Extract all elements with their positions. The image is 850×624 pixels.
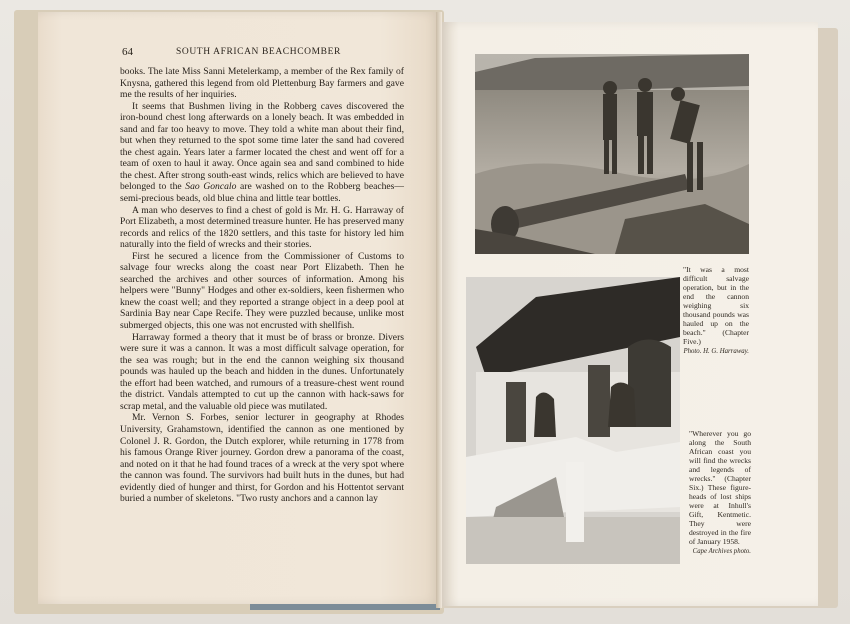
figureheads-house-photo [466, 277, 680, 564]
ship-name: Sao Goncalo [185, 181, 237, 193]
paragraph: books. The late Miss Sanni Metelerkamp, a member of the Rex family of Knysna, gathered this legend from old Plettenburg Bay farmers and gave me the results of her inquiries. [120, 66, 404, 101]
photo-credit: Photo. H. G. Harraway. [683, 348, 749, 355]
running-head: SOUTH AFRICAN BEACHCOMBER [176, 47, 341, 57]
cannon-beach-photo [475, 54, 749, 254]
page-number: 64 [122, 46, 133, 58]
paragraph: It seems that Bushmen living in the Robberg caves discovered the iron-bound chest long afterwards on a lonely beach. It was embedded in sand and far too heavy to move. They told a white man about their find, but when they returned to the spot some time later the sand had covered the chest again. Years later a farmer located the chest and went off for a team of oxen to haul it away. Once again sea and sand combined to hide the chest. After strong south-east winds, relics which are believed to have belonged to the Sao Goncalo are washed on to the Robberg beaches—semi-precious beads, old blue china and little tear bottles. [120, 100, 404, 205]
book-gutter [436, 12, 442, 608]
paragraph: Harraway formed a theory that it must be of brass or bronze. Divers were sure it was a cannon. It was a most difficult salvage operation, for the sea was rough; but in the end the cannon weighing six thousand pounds was hauled up the beach and hidden in the dunes. Unfortunately the effort had been watched, and rumours of a treasure-chest went round the district. Vandals attempted to cut up the cannon with hack-saws for scrap metal, and the valuable old piece was mutilated. [120, 331, 404, 412]
paragraph: First he secured a licence from the Commissioner of Customs to salvage four wrecks along the coast near Port Elizabeth. Then he searched the archives and other sources of information. Among his helpers were "Bunny" Hodges and other ex-soldiers, keen fishermen who knew the coast well; and they reported a strange object in a deep pool at Sardinia Bay near Cape Recife. They were puzzled because, unlike most submerged objects, this one was not encrusted with shellfish. [120, 250, 404, 332]
photo-caption-1: "It was a most difficult salvage operation, but in the end the cannon weighing six thousand pounds was hauled up on the beach." (Chapter Five.) Photo. H. G. Harraway. [683, 265, 749, 355]
photo-caption-2: "Wherever you go along the South African coast you will find the wrecks and legends of wrecks." (Chapter Six.) These figure-heads of lost ships were at Inhull's Gift, Kentmetic. They were destroyed in the fire of January 1958. Cape Archives photo. [689, 429, 751, 555]
body-text [120, 66, 404, 505]
paragraph: Mr. Vernon S. Forbes, senior lecturer in geography at Rhodes University, Grahamstown, identified the cannon as one mentioned by Colonel J. R. Gordon, the Dutch explorer, while returning in 1778 from his famous Orange River journey. Gordon drew a panorama of the coast, and noted on it that he had found traces of a wreck at the very spot where the cannon was found. The survivors had built huts in the dunes, but had evidently died of hunger and thirst, for Gordon and his Hottentot servant buried a number of skeletons. "Two rusty anchors and a cannon lay [120, 412, 404, 505]
photo-credit: Cape Archives photo. [692, 548, 751, 555]
paragraph: A man who deserves to find a chest of gold is Mr. H. G. Harraway of Port Elizabeth, a most determined treasure hunter. He has preserved many records and relics of the 1820 settlers, and this taste for history led him naturally into the field of wrecks and their stories. [120, 204, 404, 251]
